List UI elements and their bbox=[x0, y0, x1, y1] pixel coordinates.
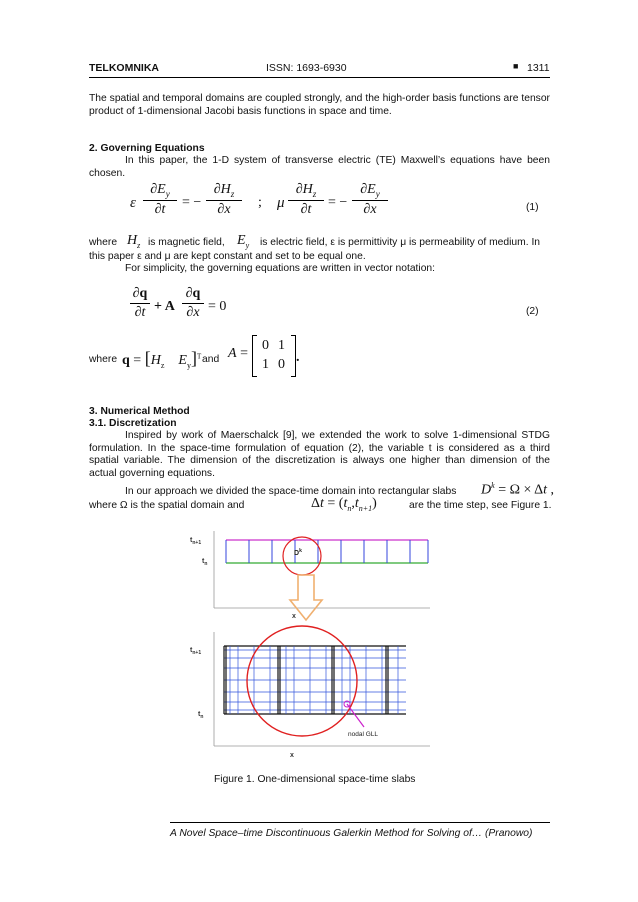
page-number: 1311 bbox=[527, 62, 550, 74]
top-tn1-label: $t_{n+1}$ bbox=[190, 537, 202, 546]
footer-rule bbox=[170, 822, 550, 823]
section-3-heading: 3. Numerical Method bbox=[89, 406, 190, 417]
space-time-slabs-diagram bbox=[190, 528, 450, 764]
journal-name: TELKOMNIKA bbox=[89, 62, 159, 74]
dk-label: $D^k$ bbox=[294, 548, 302, 557]
top-x-label: x bbox=[292, 613, 296, 620]
issn: ISSN: 1693-6930 bbox=[266, 62, 347, 74]
section-3-para1: Inspired by work of Maerschalck [9], we extended the work to solve 1-dimensional STDG formulation. In the space-time formulation of equation (2), the variable t is considered as a third spatial variable. The dimension of the discretization is always one higher than dimension of the actual governing equations. bbox=[89, 430, 550, 479]
symbol-hz: $H_z$ bbox=[127, 233, 141, 250]
where2-and: and bbox=[202, 354, 220, 365]
bottom-tn-label: $t_n$ bbox=[198, 711, 204, 720]
timestep-formula: $\Delta t = (t_n,t_{n+1})$ bbox=[311, 496, 377, 513]
bullet-icon: ■ bbox=[513, 61, 519, 71]
top-cell-dividers bbox=[226, 540, 428, 563]
equation-1-number: (1) bbox=[526, 202, 539, 213]
section-2-para2: For simplicity, the governing equations are written in vector notation: bbox=[125, 263, 436, 274]
top-highlight-circle bbox=[283, 537, 321, 575]
bottom-slab-diagram bbox=[190, 626, 430, 759]
where1-b: is magnetic field, bbox=[148, 237, 225, 248]
bottom-highlight-circle bbox=[247, 626, 357, 736]
symbol-ey: $E_y$ bbox=[237, 233, 250, 250]
header-rule bbox=[89, 77, 550, 78]
equation-1: ε $\partial E_y$ ∂t = − $\partial H_z$ ∂x ; μ bbox=[130, 182, 285, 217]
a-definition: A = bbox=[228, 346, 248, 361]
section-2-para1: In this paper, the 1-D system of transverse electric (TE) Maxwell’s equations have been chosen. bbox=[89, 155, 550, 179]
where2-a: where bbox=[89, 354, 118, 365]
top-tn-label: $t_n$ bbox=[202, 558, 208, 567]
slab-formula: $D^k = \Omega \times \Delta t$ , bbox=[481, 481, 555, 498]
equation-2-number: (2) bbox=[526, 306, 539, 317]
q-definition: $q = [H_z$ $E_y]^T$ bbox=[122, 348, 202, 370]
equation-2: ∂q ∂t + A ∂q ∂x = 0 bbox=[130, 286, 250, 326]
bottom-tn1-label: $t_{n+1}$ bbox=[190, 647, 202, 656]
section-3-para2-c: are the time step, see Figure 1. bbox=[409, 500, 552, 511]
gll-label: nodal GLL bbox=[348, 731, 378, 738]
matrix-period: . bbox=[296, 350, 300, 365]
where1-a: where bbox=[89, 237, 118, 248]
figure-1 bbox=[190, 528, 450, 764]
section-3-para2-a: In our approach we divided the space-time domain into rectangular slabs bbox=[125, 486, 457, 497]
footer-text: A Novel Space–time Discontinuous Galerkin Method for Solving of… (Pranowo) bbox=[170, 828, 533, 839]
where1-c: is electric field, ε is permittivity μ is permeability of medium. In bbox=[260, 237, 541, 248]
section-3-1-heading: 3.1. Discretization bbox=[89, 418, 177, 429]
intro-paragraph: The spatial and temporal domains are coupled strongly, and the high-order basis functions are tensor product of 1-dimensional Jacobi basis functions in space and time. bbox=[89, 93, 550, 117]
where1-line2: this paper ε and μ are kept constant and set to be equal one. bbox=[89, 251, 366, 262]
section-2-heading: 2. Governing Equations bbox=[89, 143, 205, 154]
equation-1-part2: $\partial H_z$ ∂t = − $\partial E_y$ ∂x bbox=[288, 182, 408, 222]
gll-pointer bbox=[347, 704, 364, 727]
matrix-a: 0 1 1 0 bbox=[252, 335, 296, 377]
figure-caption: Figure 1. One-dimensional space-time slabs bbox=[214, 774, 416, 785]
section-3-para2-b: where Ω is the spatial domain and bbox=[89, 500, 245, 511]
bottom-x-label: x bbox=[290, 752, 294, 759]
